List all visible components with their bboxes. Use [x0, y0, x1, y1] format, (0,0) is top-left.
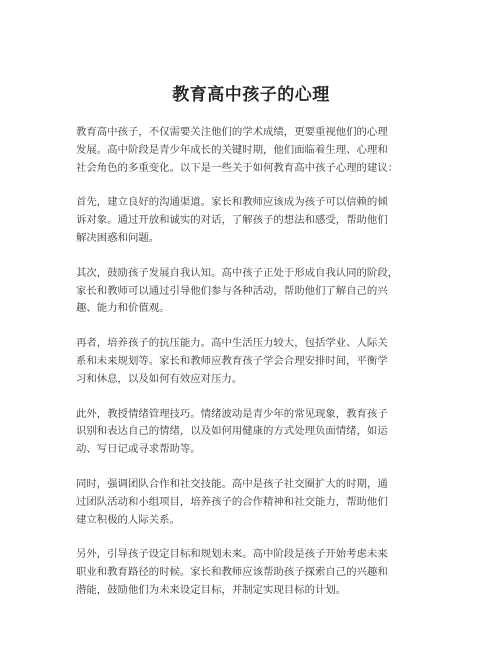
paragraph-line: 过团队活动和小组项目，培养孩子的合作精神和社交能力，帮助他们 — [76, 495, 388, 508]
paragraph-line: 发展。高中阶段是青少年成长的关键时期，他们面临着生理、心理和 — [76, 143, 388, 156]
paragraph-line: 识别和表达自己的情绪，以及如何用健康的方式处理负面情绪，如运 — [76, 425, 388, 438]
paragraph-line: 习和休息，以及如何有效应对压力。 — [76, 372, 243, 385]
paragraph-line: 诉对象。通过开放和诚实的对话，了解孩子的想法和感受，帮助他们 — [76, 214, 388, 227]
document-body — [76, 124, 436, 617]
paragraph-line: 职业和教育路径的时候。家长和教师应该帮助孩子探索自己的兴趣和 — [76, 566, 388, 579]
paragraph-intro — [76, 124, 436, 177]
paragraph-line: 解决困惑和问题。 — [76, 231, 160, 244]
paragraph-line: 再者，培养孩子的抗压能力。高中生活压力较大，包括学业、人际关 — [76, 337, 388, 350]
paragraph-self-awareness — [76, 265, 436, 318]
paragraph-line: 建立积极的人际关系。 — [76, 513, 180, 526]
paragraph-line: 首先，建立良好的沟通渠道。家长和教师应该成为孩子可以信赖的倾 — [76, 196, 388, 209]
paragraph-line: 同时，强调团队合作和社交技能。高中是孩子社交圈扩大的时期，通 — [76, 477, 388, 490]
paragraph-line: 此外，教授情绪管理技巧。情绪波动是青少年的常见现象，教育孩子 — [76, 407, 388, 420]
document-title: 教育高中孩子的心理 — [172, 85, 330, 105]
paragraph-line: 家长和教师可以通过引导他们参与各种活动，帮助他们了解自己的兴 — [76, 284, 388, 297]
paragraph-line: 潜能，鼓励他们为未来设定目标，并制定实现目标的计划。 — [76, 583, 347, 596]
paragraph-goal-setting — [76, 546, 436, 599]
paragraph-line: 社会角色的多重变化。以下是一些关于如何教育高中孩子心理的建议： — [76, 161, 399, 174]
paragraph-line: 教育高中孩子，不仅需要关注他们的学术成绩，更要重视他们的心理 — [76, 126, 388, 138]
paragraph-line: 系和未来规划等。家长和教师应教育孩子学会合理安排时间，平衡学 — [76, 354, 388, 367]
paragraph-line: 另外，引导孩子设定目标和规划未来。高中阶段是孩子开始考虑未来 — [76, 548, 388, 561]
paragraph-emotion-management — [76, 406, 436, 459]
paragraph-teamwork — [76, 476, 436, 529]
paragraph-line: 动、写日记或寻求帮助等。 — [76, 443, 201, 456]
paragraph-stress-resistance — [76, 335, 436, 388]
paragraph-line: 其次，鼓励孩子发展自我认知。高中孩子正处于形成自我认同的阶段， — [76, 266, 399, 279]
paragraph-line: 趣、能力和价值观。 — [76, 302, 170, 315]
paragraph-communication — [76, 194, 436, 247]
